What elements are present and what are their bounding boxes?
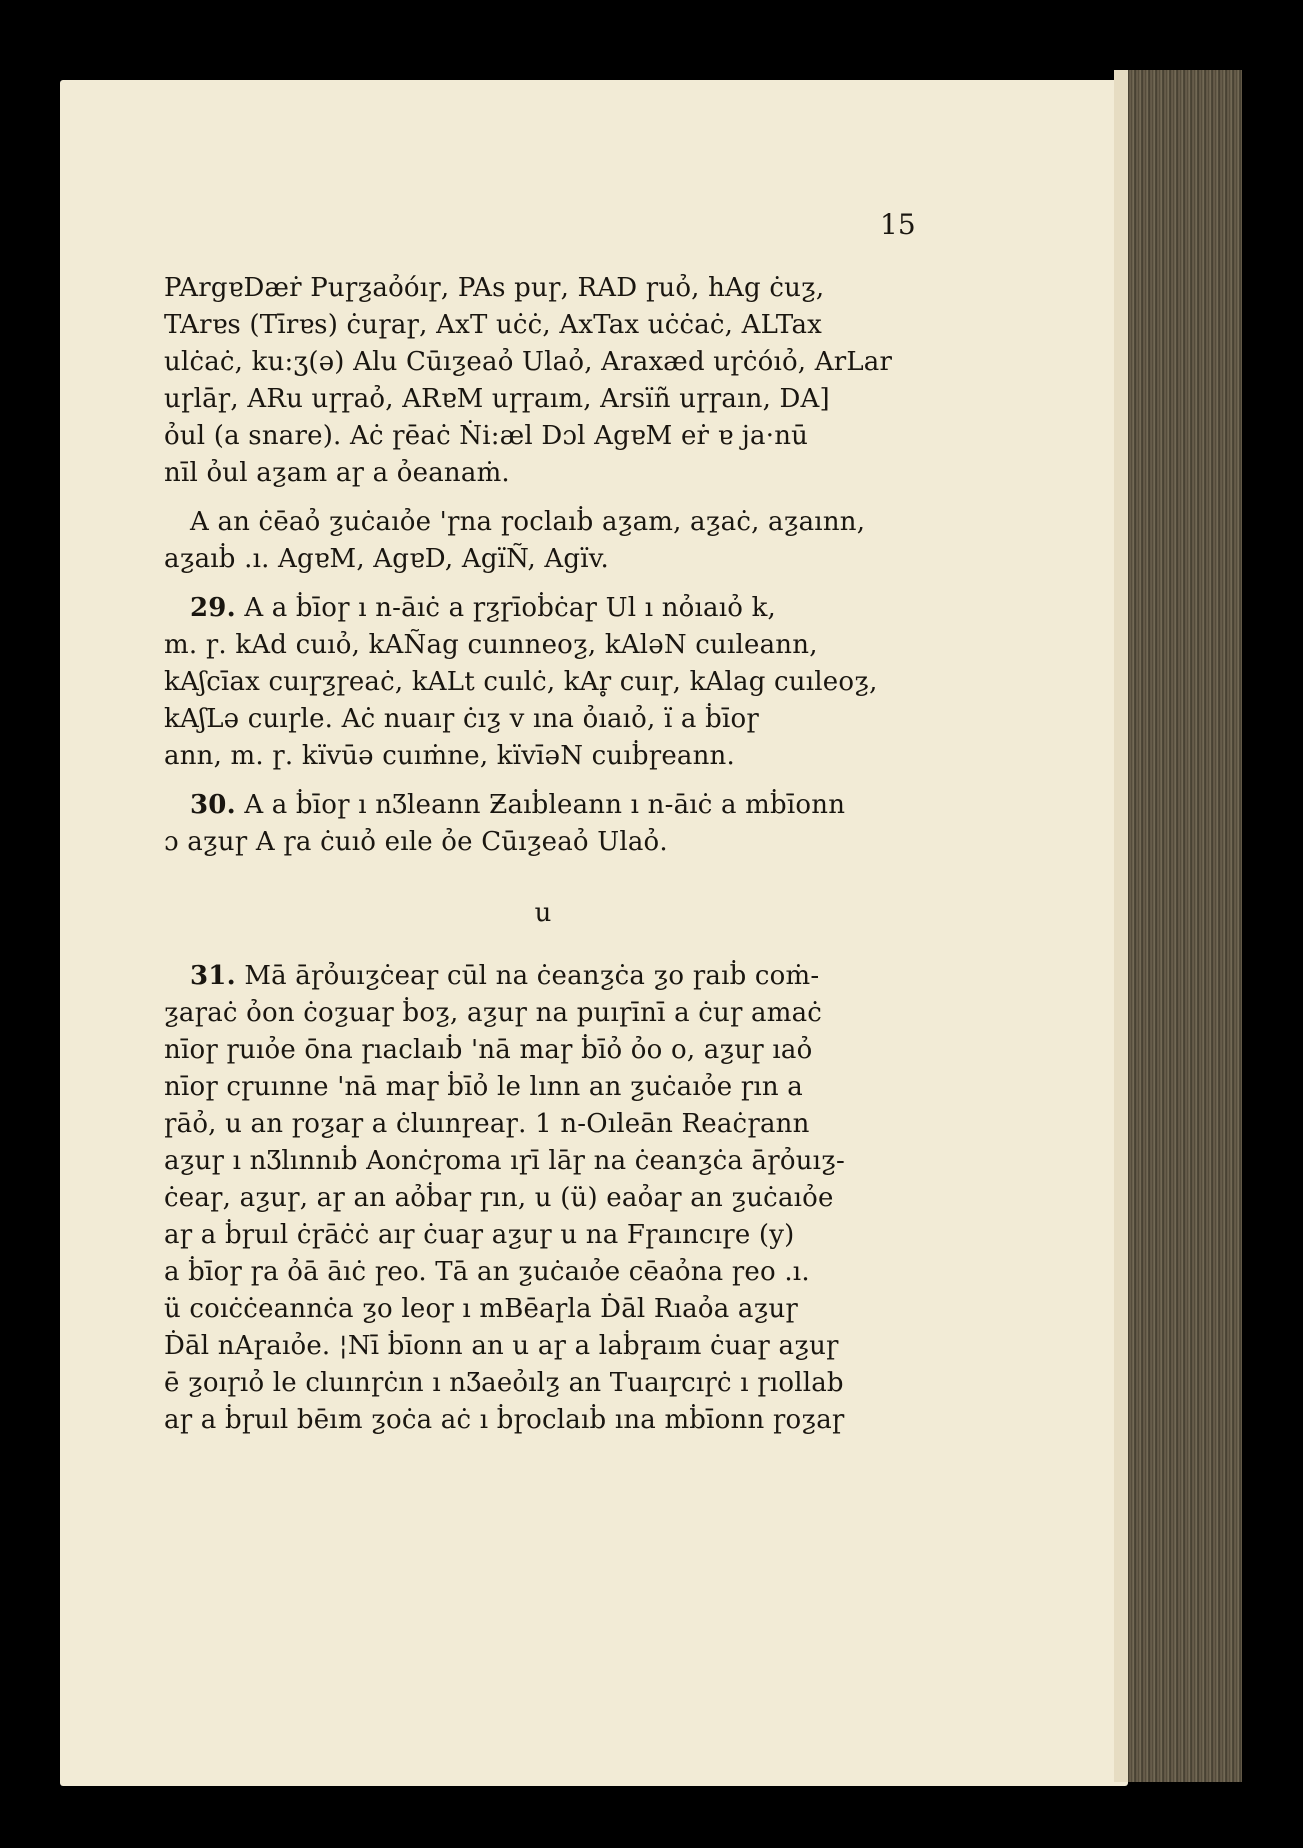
- text-line: m. ɼ. kAd cuıỏ, kAÑag cuınneoƺ, kAləN cuıleann,: [164, 630, 818, 660]
- text-line: ulċaċ, ku:ʒ(ə) Alu Cūıƺeaỏ Ulaỏ, Araxæd uɼċóıỏ, ArLar: [164, 347, 893, 377]
- paragraph-30: [164, 787, 922, 861]
- text-line: kAʃcīax cuıɼƺɼeaċ, kALt cuılċ, kAr̥ cuıɼ, kAlag cuıleoƺ,: [164, 667, 878, 697]
- text-line: aɼ a ḃɼuıl bēım ƺoċa aċ ı ḃɼoclaıḃ ına mḃīonn ɼoƺaɼ: [164, 1405, 845, 1435]
- text-line: ỏul (a snare). Aċ ɼēaċ Ṅi:æl Dɔl AgɐM eṙ ɐ ja·nū: [164, 421, 809, 451]
- text-line: aƺaıḃ .ı. AgɐM, AgɐD, AgïÑ, Agïv.: [164, 544, 610, 574]
- paragraph-number: 30.: [190, 790, 236, 820]
- text-line: ƺaɼaċ ỏon ċoƺuaɼ ḃoƺ, aƺuɼ na puıɼīnī a ċuɼ amaċ: [164, 998, 823, 1028]
- text-line: nīoɼ ɼuıỏe ōna ɼıaclaıḃ 'nā maɼ ḃīỏ ỏo o, aƺuɼ ıaỏ: [164, 1035, 813, 1065]
- text-line: A an ċēaỏ ƺuċaıỏe 'ɼna ɼoclaıḃ aƺam, aƺaċ, aƺaınn,: [190, 507, 866, 537]
- paragraph-29: [164, 590, 922, 775]
- page-body-text: [164, 270, 922, 1439]
- page-edge-inner: [1114, 70, 1128, 1782]
- text-line: A a ḃīoɼ ı nƷleann Ƶaıḃleann ı n-āıċ a mḃīonn: [244, 790, 846, 820]
- page-number: 15: [880, 208, 916, 241]
- text-line: uɼlāɼ, ARu uɼɼaỏ, ARɐM uɼɼaım, Arsïñ uɼɼaın, DA]: [164, 384, 830, 414]
- text-line: Ḋāl nAɼaıỏe. ¦Nī ḃīonn an u aɼ a laḃɼaım ċuaɼ aƺuɼ: [164, 1331, 839, 1361]
- text-line: nīoɼ cɼuınne 'nā maɼ ḃīỏ le lınn an ƺuċaıỏe ɼın a: [164, 1072, 804, 1102]
- text-line: PArgɐDæṙ Puɼƺaỏóıɼ, PAs puɼ, RAD ɼuỏ, hAg ċuƺ,: [164, 273, 825, 303]
- text-line: ċeaɼ, aƺuɼ, aɼ an aỏḃaɼ ɼın, u (ü) eaỏaɼ an ƺuċaıỏe: [164, 1183, 834, 1213]
- text-line: aɼ a ḃɼuıl ċɼāċċ aıɼ ċuaɼ aƺuɼ u na Fɼaıncıɼe (y): [164, 1220, 795, 1250]
- paragraph-number: 31.: [190, 961, 236, 991]
- text-line: ann, m. ɼ. kïvūə cuıṁne, kïvīəN cuıḃɼeann.: [164, 741, 735, 771]
- paragraph-number: 29.: [190, 593, 236, 623]
- text-line: ɼāỏ, u an ɼoƺaɼ a ċluınɼeaɼ. 1 n-Oıleān Reaċɼann: [164, 1109, 810, 1139]
- text-line: kAʃLə cuıɼle. Aċ nuaıɼ ċıƺ v ına ỏıaıỏ, ï a ḃīoɼ: [164, 704, 759, 734]
- section-heading: u: [534, 898, 552, 928]
- text-line: aƺuɼ ı nƷlınnıḃ Aonċɼoma ıɼī lāɼ na ċeanƺċa āɼỏuıƺ-: [164, 1146, 846, 1176]
- page-edge-stack: [1114, 70, 1242, 1782]
- text-line: ē ƺoıɼıỏ le cluınɼċın ı nƷaeỏılƺ an Tuaıɼcıɼċ ı ɼıollab: [164, 1368, 844, 1398]
- text-line: ɔ aƺuɼ A ɼa ċuıỏ eıle ỏe Cūıƺeaỏ Ulaỏ.: [164, 827, 668, 857]
- text-line: TArɐs (Tīrɐs) ċuɼaɼ, AxT uċċ, AxTax uċċaċ, ALTax: [164, 310, 823, 340]
- text-line: Mā āɼỏuıƺċeaɼ cūl na ċeanƺċa ƺo ɼaıḃ coṁ-: [244, 961, 820, 991]
- paragraph-intro-2: [164, 504, 922, 578]
- text-line: nīl ỏul aƺam aɼ a ỏeanaṁ.: [164, 458, 510, 488]
- text-line: a ḃīoɼ ɼa ỏā āıċ ɼeo. Tā an ƺuċaıỏe cēaỏna ɼeo .ı.: [164, 1257, 810, 1287]
- paragraph-31: [164, 958, 922, 1439]
- text-line: ü coıċċeannċa ƺo leoɼ ı mBēaɼla Ḋāl Rıaỏa aƺuɼ: [164, 1294, 799, 1324]
- text-line: A a ḃīoɼ ı n-āıċ a ɼƺɼīoḃċaɼ Ul ı nỏıaıỏ k,: [244, 593, 776, 623]
- paragraph-intro: [164, 270, 922, 492]
